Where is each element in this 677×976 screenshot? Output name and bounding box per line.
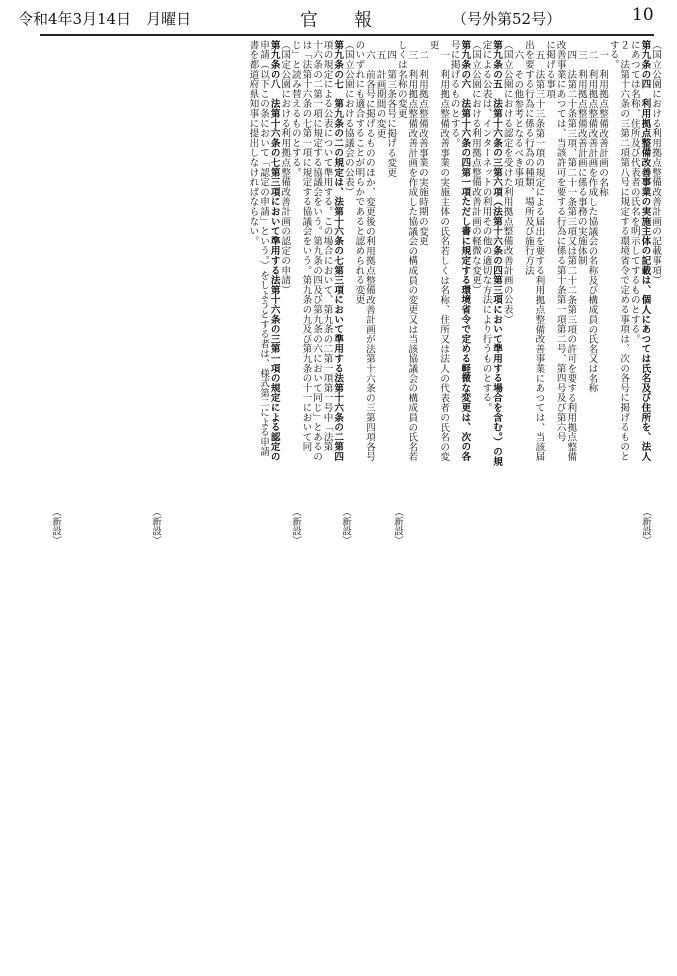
text-line: 二 利用拠点整備改善計画を作成した協議会の名称及び構成員の氏名又は名称	[586, 50, 598, 393]
text-line: 第九条の五 法第十六条の三第六項（法第十六条の四第三項において準用する場合を含む。）の規	[491, 40, 503, 467]
text-line: ２ 法第十六条の三第二項第八号に規定する環境省令で定める事項は、次の各号に掲げるものと	[618, 40, 630, 462]
note-new-6: （新設）	[50, 507, 61, 546]
note-new-1: （新設）	[640, 507, 651, 546]
text-line: 五 法第三十三条第一項の規定による届出を要する利用拠点整備改善事業にあつては、当該届	[533, 50, 545, 462]
text-line: 一 利用拠点整備改善計画の名称	[597, 50, 609, 197]
text-line: 項の規定による公表について準用する。この場合において、第九条の二第一項第一号中「法第	[321, 40, 333, 452]
text-line: 定による公表は、インターネットの利用その他の適切な方法により行うものとする。	[480, 40, 492, 413]
vertical-text-body	[20, 40, 660, 530]
text-line: 三 利用拠点整備改善計画に係る事務の実施体制	[575, 50, 587, 266]
text-line: 四 第三条各号に掲げる変更	[385, 50, 397, 178]
text-line: しくは名称の変更	[395, 40, 407, 119]
text-line: は「法第十六条の七第一項に規定する協議会をいう。第九条の九及び第九条の十一において同	[300, 40, 312, 452]
text-line: （国立公園における協議会の公表）	[342, 40, 354, 197]
text-line: 出を要する行為に係る行為の種類、場所及び施行方法	[522, 40, 534, 276]
text-line: のいずれにも適合することが明らかであると認められる変更	[353, 40, 365, 305]
side-notes	[20, 507, 660, 547]
text-line: する。	[607, 40, 619, 70]
text-line: 六 前各号に掲げるもののほか、変更後の利用拠点整備改善計画が法第十六条の三第四項各号	[363, 50, 375, 462]
text-line: 第九条の八 法第十六条の七第三項において準用する法第十六条の三第一項の規定による認定の	[268, 40, 280, 462]
issue-number: （号外第52号）	[452, 10, 562, 28]
note-new-5: （新設）	[150, 507, 161, 546]
text-line: （国定公園における利用拠点整備改善計画の認定の申請）	[279, 40, 291, 295]
note-new-4: （新設）	[290, 507, 301, 546]
note-new-3: （新設）	[340, 507, 351, 546]
text-line: （国立公園における認定を受けた利用拠点整備改善計画の公表）	[501, 40, 513, 325]
note-new-2: （新設）	[392, 507, 403, 546]
page-number: 10	[632, 5, 654, 25]
text-line: 第九条の六 法第十六条の四第一項ただし書に規定する環境省令で定める軽微な変更は、次の各	[459, 40, 471, 462]
text-line: 五 計画期間の変更	[374, 50, 386, 139]
text-line: 一 利用拠点整備改善事業の実施主体の氏名若しくは名称、住所又は法人の代表者の氏名の変	[438, 50, 450, 462]
text-line: じ」と読み替えるものとする。	[289, 40, 301, 178]
text-line: 六 その他参考となるべき事項	[512, 50, 524, 188]
text-line: 三 利用拠点整備改善計画を作成した協議会の構成員の変更又は当該協議会の構成員の氏名若	[406, 50, 418, 462]
text-line: 更	[427, 40, 439, 50]
text-line: （国立公園における利用拠点整備改善計画の記載事項）	[650, 40, 661, 285]
header-rule	[40, 34, 654, 36]
text-line: 第九条の四 利用拠点整備改善事業の実施主体の記載は、個人にあつては氏名及び住所を、法人	[639, 40, 651, 462]
text-line: にあつては名称、住所及び代表者の氏名を明示してするものとする。	[628, 40, 640, 344]
text-line: 十六条の二第一項に規定する協議会をいう。第九条の四及び第九条の六において同じ」とあるの	[311, 40, 322, 462]
text-line: 二 利用拠点整備改善事業の実施時期の変更	[416, 50, 428, 246]
text-line: 改善事業にあつては、当該許可を要する行為に係る第十条第一項第二号、第四号及び第六号	[554, 40, 566, 442]
text-line: 書を都道府県知事に提出しなければならない。	[247, 40, 259, 246]
text-line: 号に掲げるものとする。	[448, 40, 460, 148]
text-line: （国立公園における利用拠点整備改善計画の軽微な変更）	[469, 40, 481, 295]
text-line: に掲げる事項	[544, 40, 556, 99]
issue-date: 令和4年3月14日 月曜日	[18, 10, 192, 28]
text-line: 第九条の七 第九条の二の規定は、法第十六条の七第三項において準用する法第十六条の二第四	[332, 40, 344, 462]
text-line: 申請（以下この条において「認定の申請」という。）をしようとする者は、様式第二による申請	[258, 40, 270, 457]
text-line: 四 法第二十条第三項、第二十一条第三項又は第二十二条第三項の許可を要する利用拠点整備	[565, 50, 577, 462]
gazette-title: 官 報	[300, 10, 372, 31]
